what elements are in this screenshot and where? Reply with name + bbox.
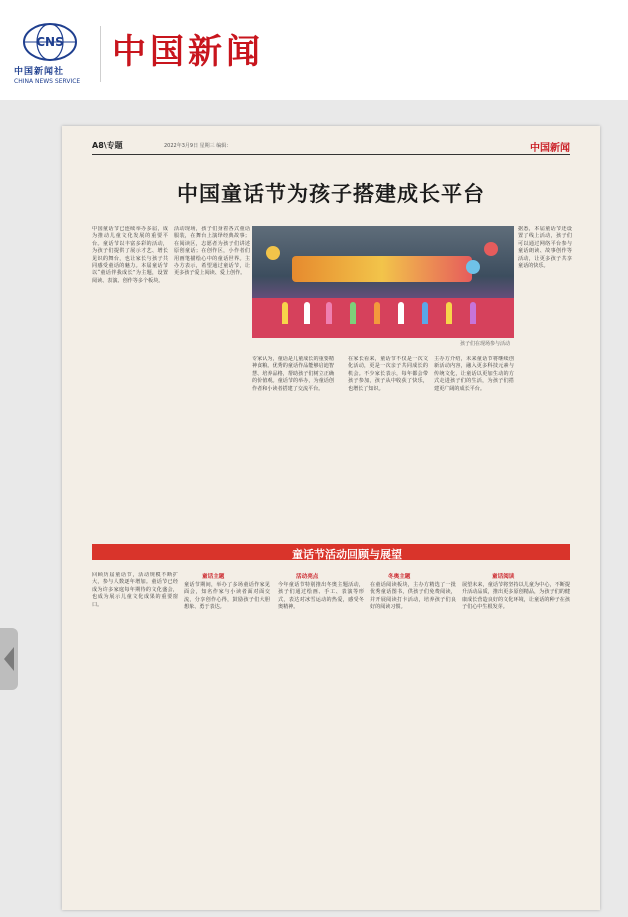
sub-heading: 童话阅读	[492, 574, 515, 580]
article-text: 在童话阅读板块，主办方精选了一批优秀童话图书，供孩子们免费阅读，并开展阅读打卡活动，培养孩子们良好的阅读习惯。	[370, 582, 456, 611]
newspaper-page	[62, 126, 600, 910]
site-header	[0, 0, 628, 100]
section-bar	[92, 544, 570, 560]
event-photo	[252, 226, 514, 338]
article-column	[278, 572, 364, 910]
article-column	[184, 572, 270, 910]
balloon-decoration	[484, 242, 498, 256]
performer-figure	[422, 302, 428, 324]
article-column	[462, 572, 570, 910]
article-text: 童话节期间，举办了多场童话作家见面会，知名作家与小读者面对面交流，分享创作心得，鼓励孩子们大胆想象、勇于表达。	[184, 582, 270, 611]
headline: 中国童话节为孩子搭建成长平台	[177, 182, 485, 206]
photo-banner	[292, 256, 472, 282]
section-title: 童话节活动回顾与展望	[292, 548, 402, 561]
brand-title[interactable]: 中国新闻	[112, 32, 264, 72]
page-date: 2022年3月9日 星期三 编辑：	[164, 143, 232, 149]
sub-heading: 冬奥主题	[388, 574, 411, 580]
article-text: 今年童话节特别推出冬奥主题活动，孩子们通过绘画、手工、表演等形式，表达对冰雪运动的热爱，感受冬奥精神。	[278, 582, 364, 611]
org-name: 中国新闻社	[14, 67, 65, 77]
balloon-decoration	[466, 260, 480, 274]
sub-heading: 童话主题	[202, 574, 225, 580]
cns-logo-text: CNS	[36, 35, 64, 49]
cns-logo-icon[interactable]	[22, 22, 78, 62]
performer-figure	[304, 302, 310, 324]
page-brand: 中国新闻	[530, 143, 570, 154]
performer-figure	[326, 302, 332, 324]
performer-figure	[398, 302, 404, 324]
article-column: 中国童话节已连续举办多届，成为推动儿童文化发展的重要平台。童话节以丰富多彩的活动，为孩子们提供了展示才艺、增长见识的舞台，也让家长与孩子共同感受童话的魅力。本届童话节以“童话伴我成长”为主题，设置阅读、表演、创作等多个板块。	[92, 226, 168, 284]
article-column: 活动现场，孩子们身着各式童话服装，在舞台上演绎经典故事；在阅读区，志愿者为孩子们讲述原创童话；在创作区，小作者们用画笔描绘心中的童话世界。主办方表示，希望通过童话节，让更多孩子爱上阅读、爱上创作。	[174, 226, 250, 277]
article-text: 展望未来，童话节将坚持以儿童为中心，不断提升活动品质，推出更多原创精品，为孩子们的健康成长营造良好的文化环境，让童话的种子在孩子们心中生根发芽。	[462, 582, 570, 611]
org-name-en: CHINA NEWS SERVICE	[14, 78, 81, 85]
page-header	[92, 140, 570, 155]
article-column	[370, 572, 456, 910]
performer-figure	[282, 302, 288, 324]
article-column: 回顾历届童话节，活动规模不断扩大，参与人数逐年增加。童话节已经成为许多家庭每年期待的文化盛会，也成为展示儿童文化成果的重要窗口。	[92, 572, 178, 608]
article-column: 在家长看来，童话节不仅是一次文化活动，更是一次亲子共同成长的机会。不少家长表示，每年都会带孩子参加，孩子从中收获了快乐，也增长了知识。	[348, 356, 428, 392]
sub-heading: 活动亮点	[296, 574, 319, 580]
article-column: 据悉，本届童话节还设置了线上活动，孩子们可以通过网络平台参与童话朗读、故事创作等活动，让更多孩子共享童话的快乐。	[518, 226, 572, 270]
photo-caption: 孩子们在现场参与活动	[460, 341, 511, 347]
performer-figure	[446, 302, 452, 324]
performer-figure	[350, 302, 356, 324]
chevron-left-icon	[4, 647, 14, 671]
performer-figure	[374, 302, 380, 324]
previous-page-button[interactable]	[0, 628, 18, 690]
article-column: 专家认为，童话是儿童成长的重要精神食粮。优秀的童话作品能够启迪智慧、培养品格，帮助孩子们树立正确的价值观。童话节的举办，为童话创作者和小读者搭建了交流平台。	[252, 356, 334, 392]
article-column: 主办方介绍，未来童话节将继续创新活动内容，融入更多科技元素与传统文化，让童话以更加生动的方式走进孩子们的生活，为孩子们搭建更广阔的成长平台。	[434, 356, 514, 392]
header-divider	[100, 26, 101, 82]
balloon-decoration	[266, 246, 280, 260]
page-code: A8\专题	[92, 141, 123, 150]
performer-figure	[470, 302, 476, 324]
